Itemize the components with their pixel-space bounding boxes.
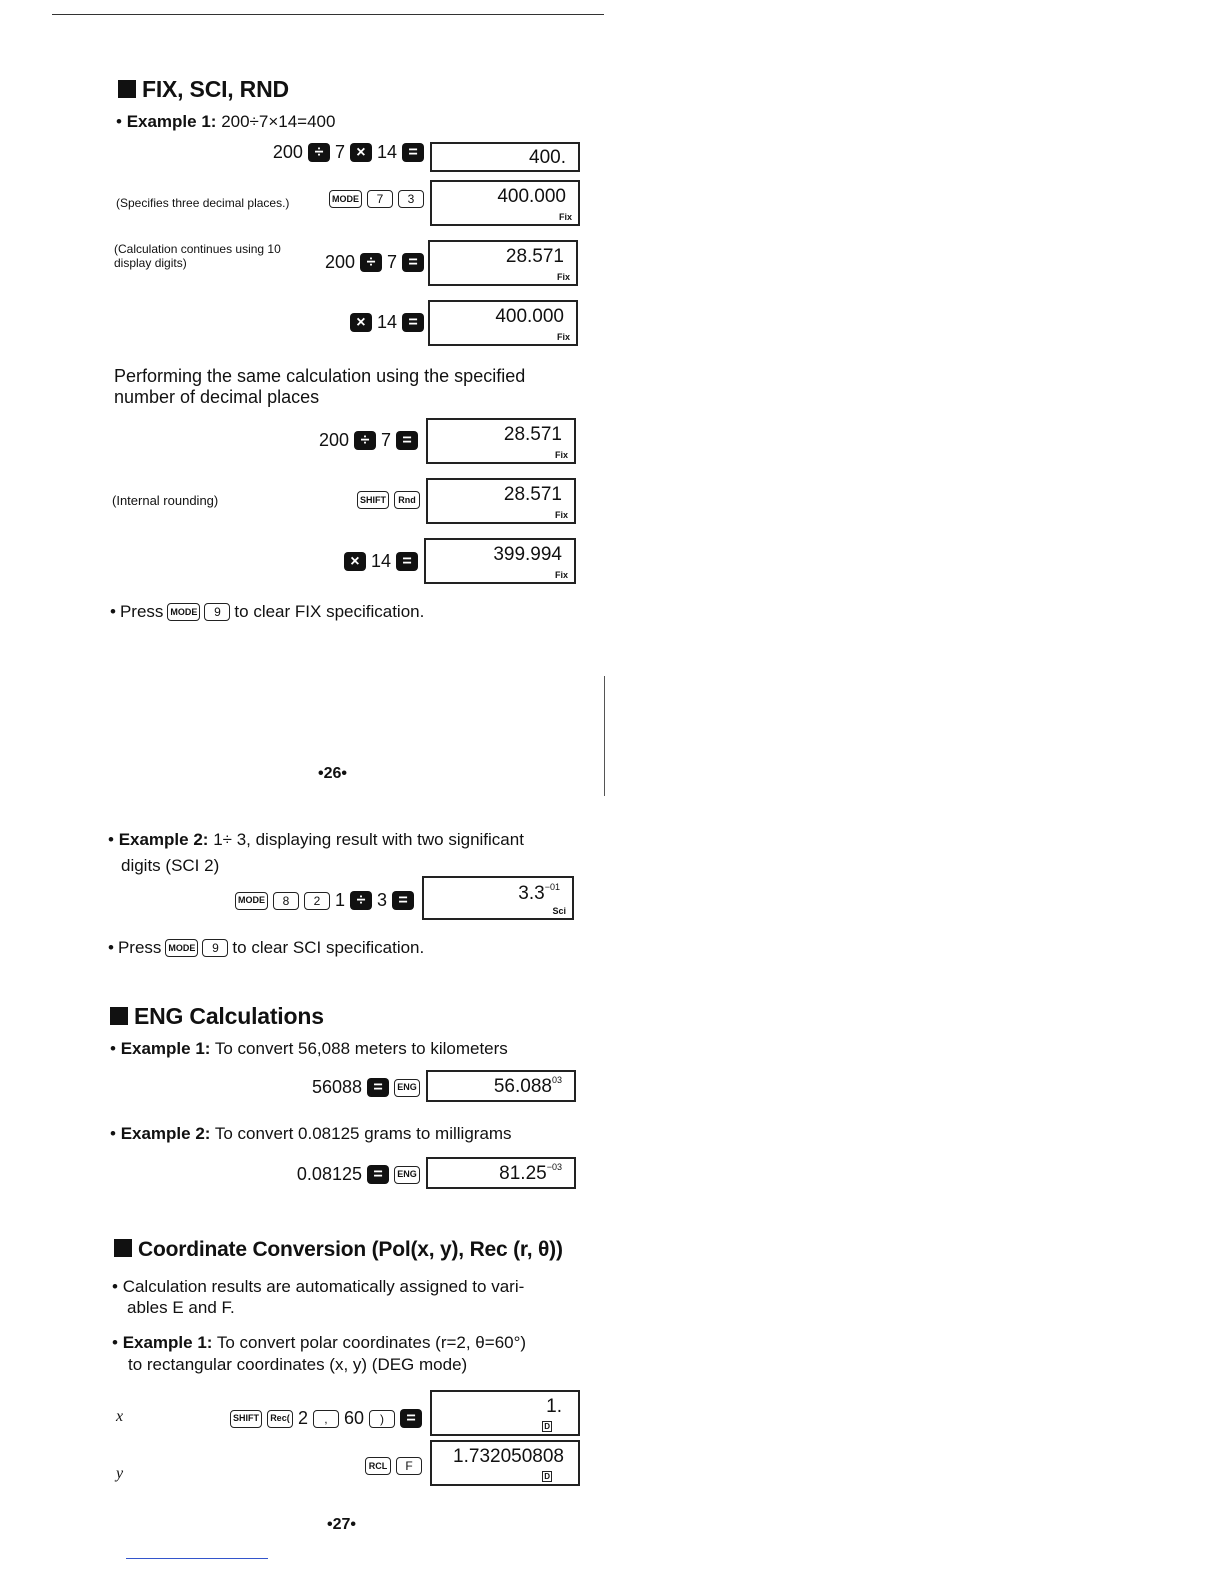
page-number-27: •27• [327, 1516, 356, 1533]
key-sequence-row1: 200 ÷ 7 × 14 = [273, 142, 424, 163]
page-divider-line [604, 676, 605, 796]
lcd-display-eng1: 56.088$^{03}$ [426, 1070, 576, 1102]
equals-key-icon: = [396, 431, 418, 450]
equals-key-icon: = [367, 1165, 389, 1184]
key-sequence-x: SHIFT Rec( 2 , 60 ) = [230, 1408, 422, 1429]
y-label: y [116, 1465, 124, 1482]
mode-key-icon: MODE [167, 603, 200, 621]
lcd-display-row3: 28.571 Fix [428, 240, 578, 286]
eng-key-icon: ENG [394, 1079, 420, 1097]
section-heading-fix-sci-rnd: FIX, SCI, RND [118, 76, 289, 103]
equals-key-icon: = [392, 891, 414, 910]
key-sequence-eng2: 0.08125 = ENG [297, 1164, 420, 1185]
square-bullet-icon [114, 1239, 132, 1257]
performing-paragraph: Performing the same calculation using the specified number of decimal places [114, 366, 526, 407]
divide-key-icon: ÷ [354, 431, 376, 450]
coord-example1-line: • Example 1: To convert polar coordinates (r=2, θ=60°) [112, 1333, 527, 1352]
equals-key-icon: = [402, 313, 424, 332]
equals-key-icon: = [402, 253, 424, 272]
rec-key-icon: Rec( [267, 1410, 293, 1428]
square-bullet-icon [118, 80, 136, 98]
key-sequence-y [365, 1457, 422, 1475]
top-rule [52, 14, 604, 15]
multiply-key-icon: × [350, 313, 372, 332]
note-decimal-places: (Specifies three decimal places.) [116, 196, 290, 210]
lcd-display-x: 1. D [430, 1390, 580, 1436]
example1-line: • Example 1: 200÷7×14=400 [116, 112, 336, 131]
key-sequence-eng1: 56088 = ENG [312, 1077, 420, 1098]
divide-key-icon: ÷ [360, 253, 382, 272]
coord-bullet1: • Calculation results are automatically assigned to vari- ables E and F. [112, 1277, 525, 1317]
square-bullet-icon [110, 1007, 128, 1025]
key-sequence-row2: MODE 7 3 [329, 190, 424, 208]
lcd-display-sci: $3.3^{-01}$ Sci [422, 876, 574, 920]
divide-key-icon: ÷ [308, 143, 330, 162]
note-internal-rounding: (Internal rounding) [112, 493, 219, 508]
x-label: x [116, 1408, 124, 1425]
equals-key-icon: = [402, 143, 424, 162]
eng-key-icon: ENG [394, 1166, 420, 1184]
lcd-display-row2: 400.000 Fix [430, 180, 580, 226]
equals-key-icon: = [396, 552, 418, 571]
rcl-key-icon: RCL [365, 1457, 391, 1475]
lcd-display-eng2: $81.25^{-03}$ [426, 1157, 576, 1189]
bottom-rule [126, 1558, 268, 1559]
f-key-icon: F [396, 1457, 422, 1475]
comma-key-icon: , [313, 1410, 339, 1428]
key-sequence-row3: 200 ÷ 7 = [325, 252, 424, 273]
mode-key-icon: MODE [165, 939, 198, 957]
divide-key-icon: ÷ [350, 891, 372, 910]
lcd-display-row5: 28.571 Fix [426, 418, 576, 464]
press-clear-sci-line: • Press MODE 9 to clear SCI specification. [108, 938, 425, 957]
sci-example2-line: • Example 2: 1÷ 3, displaying result with two significant [108, 830, 524, 849]
equals-key-icon: = [367, 1078, 389, 1097]
sci-example2-line2: digits (SCI 2) [121, 856, 220, 875]
key-sequence-row4: × 14 = [350, 312, 424, 333]
eng-example1-line: • Example 1: To convert 56,088 meters to kilometers [110, 1039, 508, 1058]
eng-example2-line: • Example 2: To convert 0.08125 grams to milligrams [110, 1124, 512, 1143]
coord-example1-line2: to rectangular coordinates (x, y) (DEG mode) [128, 1355, 468, 1374]
close-paren-key-icon: ) [369, 1410, 395, 1428]
lcd-display-y: 1.732050808 D [430, 1440, 580, 1486]
rnd-key-icon: Rnd [394, 491, 420, 509]
lcd-display-row4: 400.000 Fix [428, 300, 578, 346]
press-clear-fix-line: • Press MODE 9 to clear FIX specification. [110, 602, 425, 621]
mode-key-icon: MODE [329, 190, 362, 208]
shift-key-icon: SHIFT [357, 491, 389, 509]
multiply-key-icon: × [350, 143, 372, 162]
key-sequence-sci: MODE 8 2 1 ÷ 3 = [235, 890, 414, 911]
page-number-26: •26• [318, 765, 347, 782]
shift-key-icon: SHIFT [230, 1410, 262, 1428]
equals-key-icon: = [400, 1409, 422, 1428]
note-calculation-continues: (Calculation continues using 10 display digits) [114, 242, 281, 270]
lcd-display-row6: 28.571 Fix [426, 478, 576, 524]
lcd-display-row7: 399.994 Fix [424, 538, 576, 584]
key-sequence-row6 [357, 491, 420, 509]
mode-key-icon: MODE [235, 892, 268, 910]
section-heading-eng: ENG Calculations [110, 1003, 324, 1030]
lcd-display-row1: 400. [430, 142, 580, 172]
key-sequence-row7: × 14 = [344, 551, 418, 572]
multiply-key-icon: × [344, 552, 366, 571]
section-heading-coordinate: Coordinate Conversion (Pol(x, y), Rec (r, θ)) [114, 1238, 563, 1262]
key-sequence-row5: 200 ÷ 7 = [319, 430, 418, 451]
